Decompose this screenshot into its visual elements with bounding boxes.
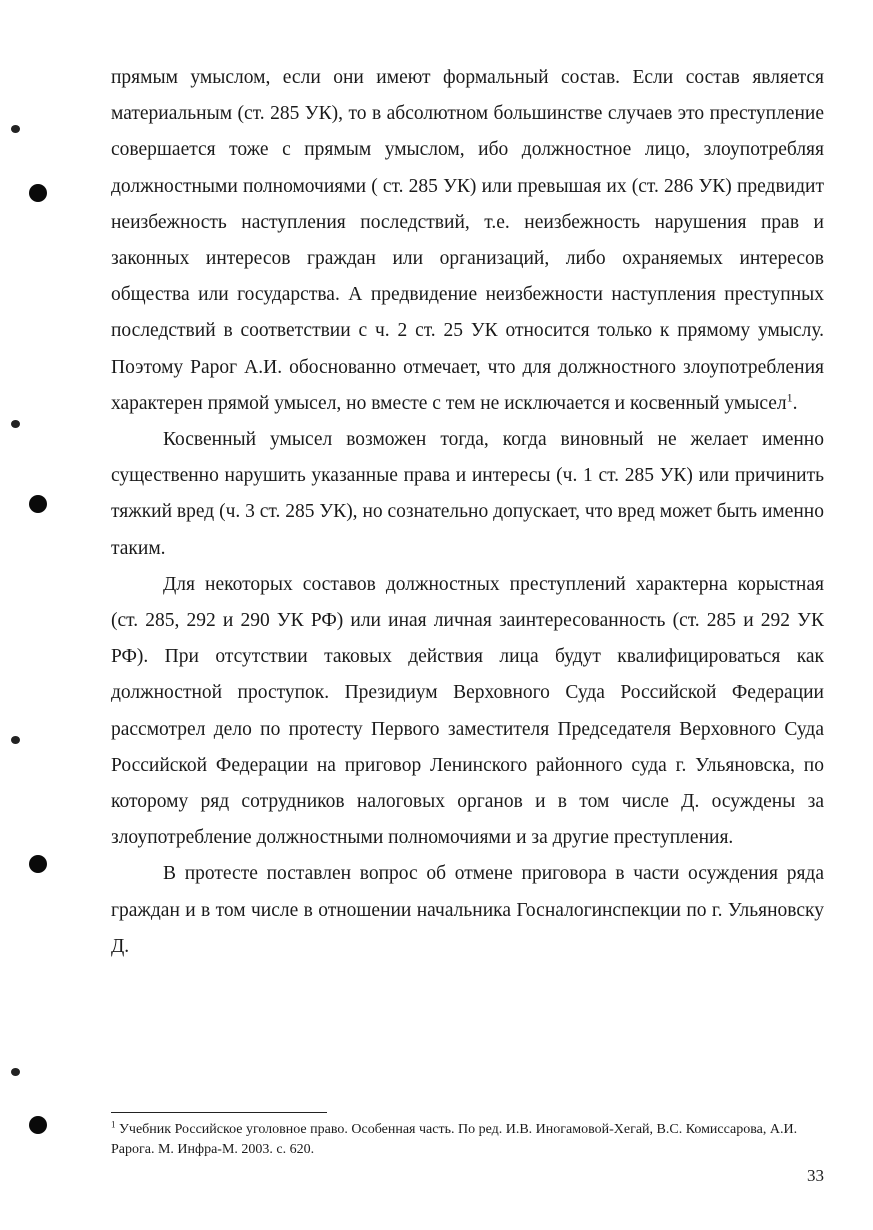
binder-hole [29,855,47,873]
binder-hole [29,184,47,202]
paragraph-2: Косвенный умысел возможен тогда, когда виновный не желает именно существенно нарушить указанные права и интересы (ч. 1 ст. 285 УК) или причинить тяжкий вред (ч. 3 ст. 285 УК), но сознательно допускает, что вред может быть именно таким. [111,429,824,559]
footnote-divider [111,1112,327,1113]
scan-speck [11,736,20,744]
footnote-marker: 1 [111,1119,116,1130]
binder-hole [29,1116,47,1134]
scan-speck [11,1068,20,1076]
paragraph-1-end: . [792,392,798,414]
scan-speck [11,125,20,133]
paragraph-3: Для некоторых составов должностных преступлений характерна корыстная (ст. 285, 292 и 290 УК РФ) или иная личная заинтересованность (ст. 285 и 292 УК РФ). При отсутствии таковых действия лица будут квалифицироваться как должностной проступок. Президиум Верховного Суда Российской Федерации рассмотрел дело по протесту Первого заместителя Председателя Верховного Суда Российской Федерации на приговор Ленинского районного суда г. Ульяновска, по которому ряд сотрудников налоговых органов и в том числе Д. осуждены за злоупотребление должностными полномочиями и за другие преступления. [111,573,824,849]
footnote-text: Учебник Российское уголовное право. Особенная часть. По ред. И.В. Иногамовой-Хегай, В.С. Комиссарова, А.И. Рарога. М. Инфра-М. 2003. с. 620. [111,1122,798,1157]
paragraph-1-text: прямым умыслом, если они имеют формальный состав. Если состав является материальным (ст. 285 УК), то в абсолютном большинстве случаев это преступление совершается тоже с прямым умыслом, ибо должностное лицо, злоупотребляя должностными полномочиями ( ст. 285 УК) или превышая их (ст. 286 УК) предвидит неизбежность наступления последствий, т.е. неизбежность нарушения прав и законных интересов граждан или организаций, либо охраняемых интересов общества или государства. А предвидение неизбежности наступления преступных последствий в соответствии с ч. 2 ст. 25 УК относится только к прямому умыслу. Поэтому Рарог А.И. обоснованно отмечает, что для должностного злоупотребления характерен прямой умысел, но вместе с тем не исключается и косвенный умысел [111,67,824,414]
scan-speck [11,420,20,428]
body-text [111,60,824,965]
footnote-reference: 1 [786,390,793,405]
binder-hole [29,495,47,513]
page-number: 33 [807,1166,824,1185]
paragraph-1 [111,60,824,422]
paragraph-4: В протесте поставлен вопрос об отмене приговора в части осуждения ряда граждан и в том числе в отношении начальника Госналогинспекции по г. Ульяновску Д. [111,863,824,957]
footnote [111,1120,824,1160]
